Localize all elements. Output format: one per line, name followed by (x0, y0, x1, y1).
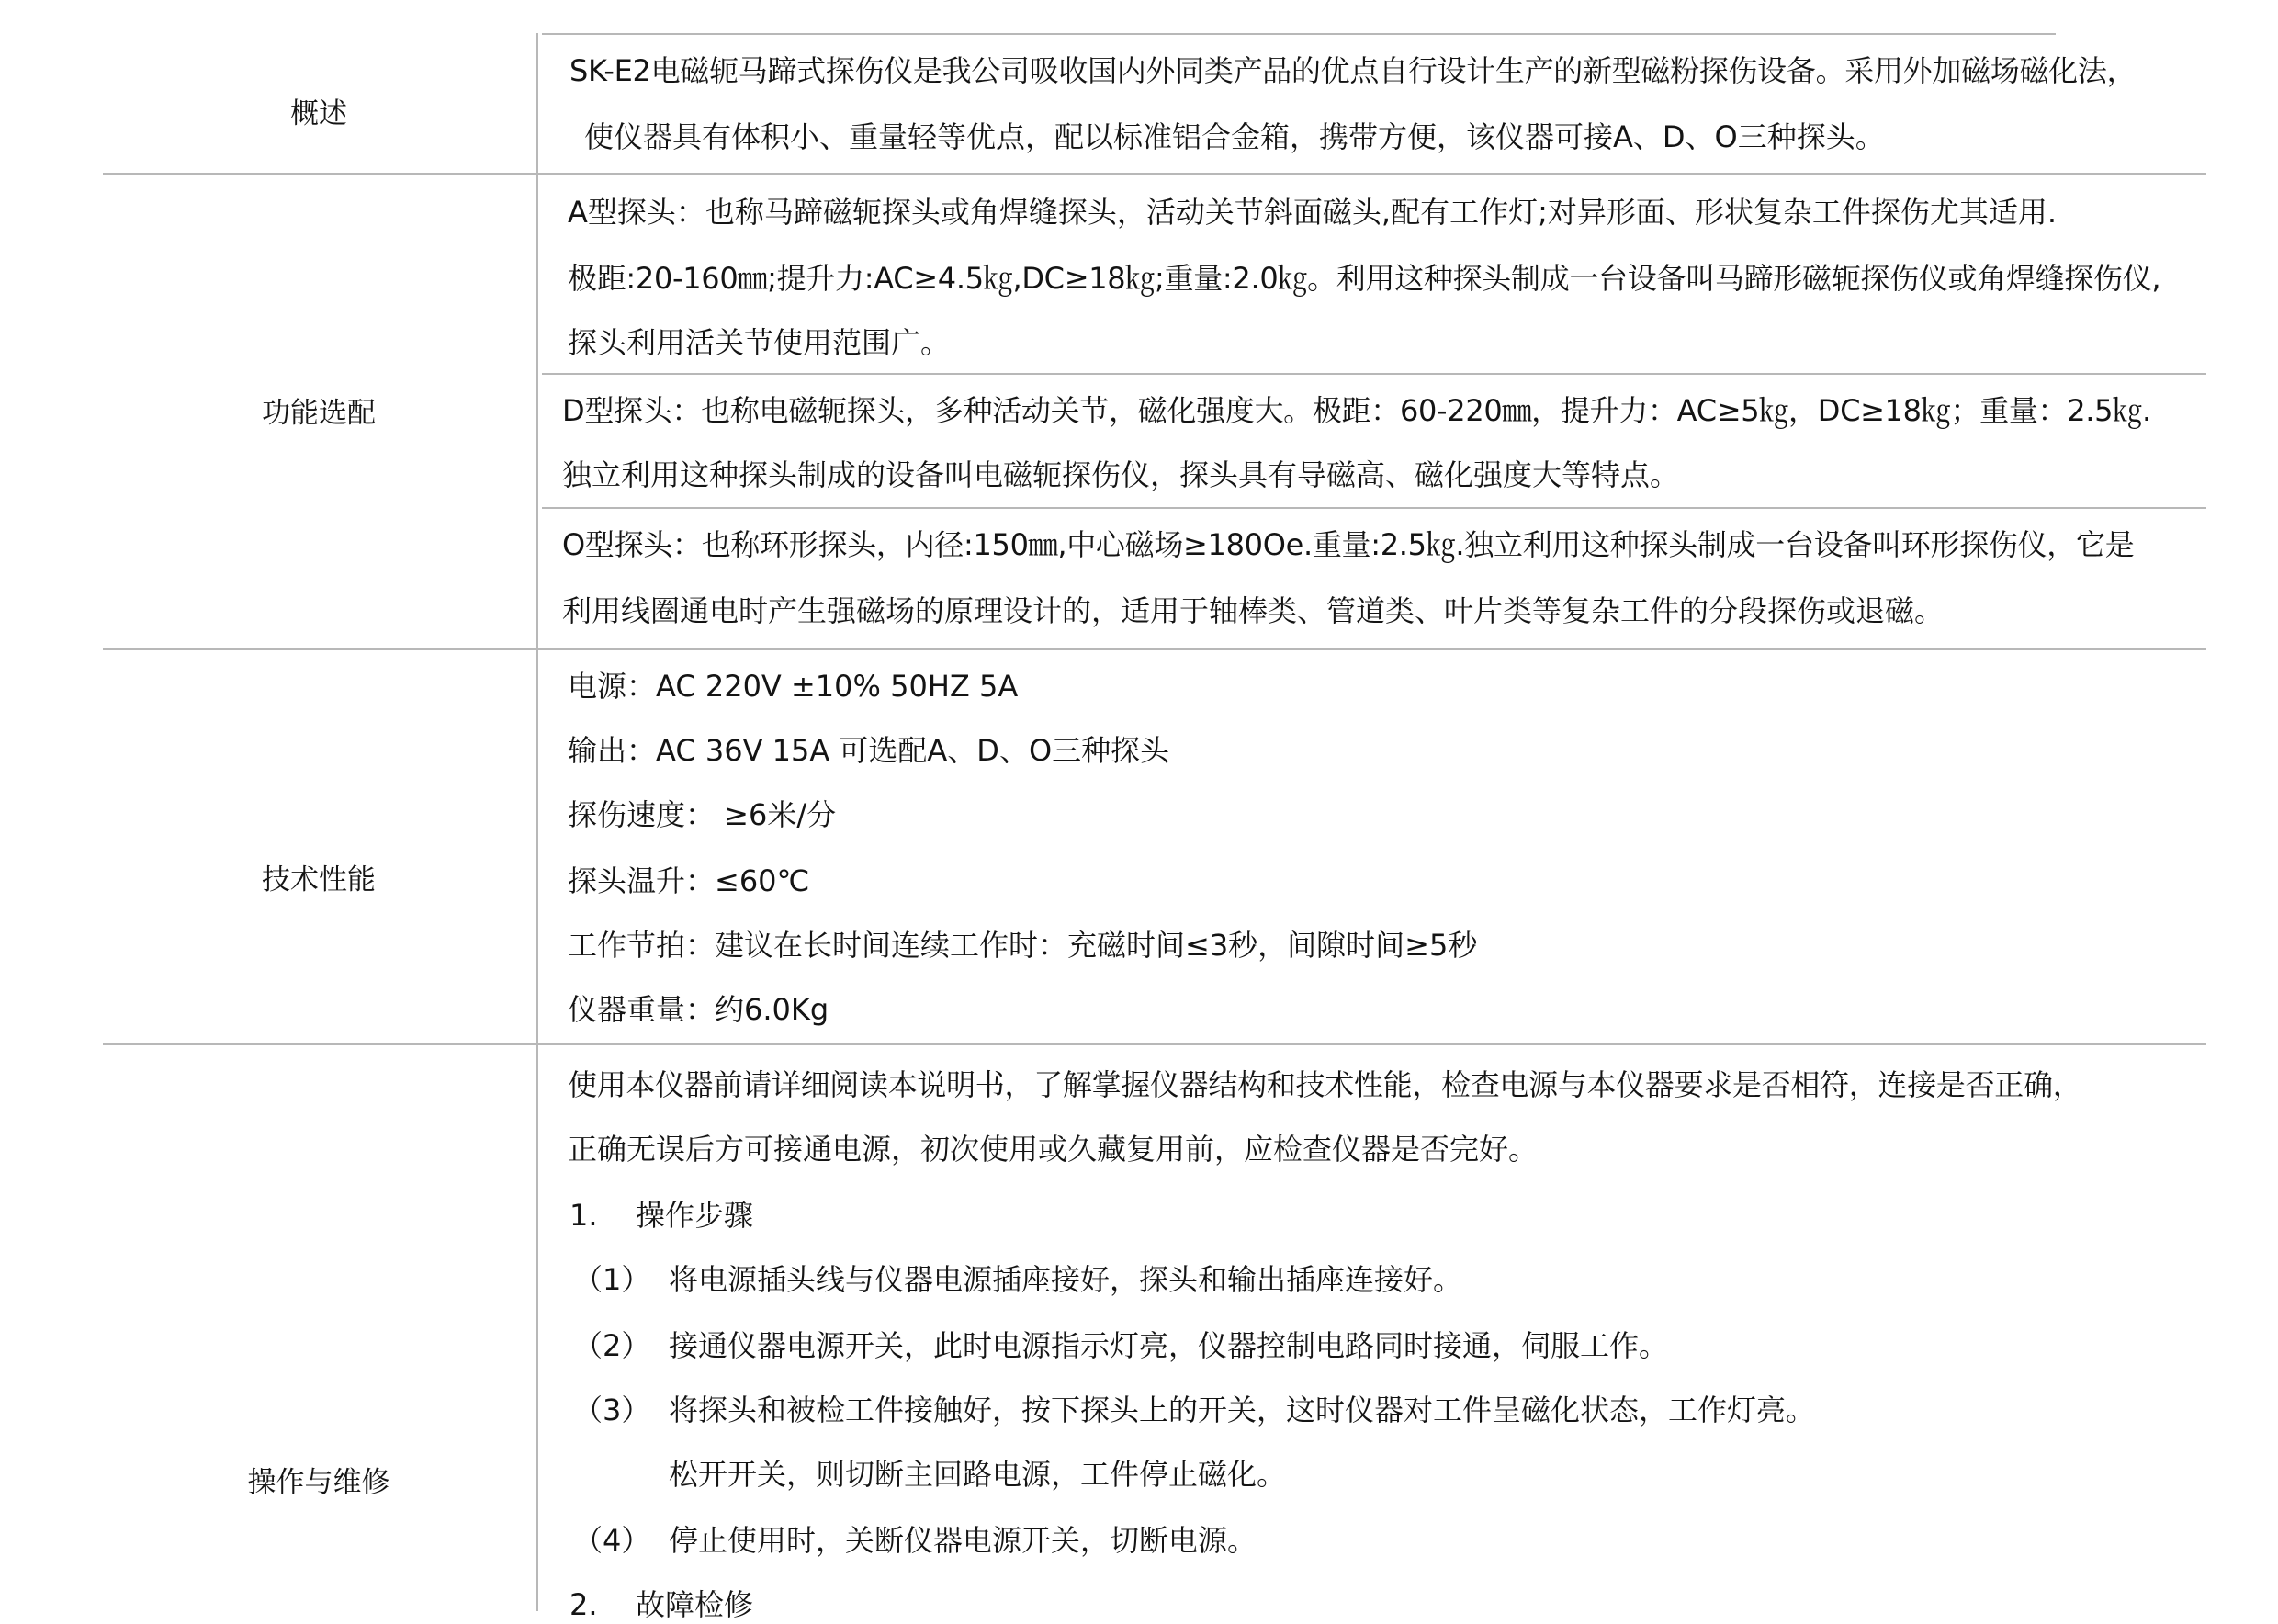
ops-intro-line-1: 使用本仪器前请详细阅读本说明书，了解掌握仪器结构和技术性能，检查电源与本仪器要求是否相符，连接是否正确， (568, 1067, 2082, 1102)
row-divider-tech (103, 1043, 2206, 1045)
tech-power: 电源：AC 220V ±10% 50HZ 5A (568, 669, 1019, 704)
step-2-text: 接通仪器电源开关，此时电源指示灯亮，仪器控制电路同时接通，伺服工作。 (669, 1328, 1669, 1363)
tech-duty-cycle: 工作节拍：建议在长时间连续工作时：充磁时间≤3秒，间隙时间≥5秒 (568, 928, 1478, 963)
table-top-border (542, 33, 2056, 35)
section-1-number: 1. (570, 1198, 598, 1233)
probe-a-line-3: 探头利用活关节使用范围广。 (568, 325, 951, 360)
step-1-number: （1） (573, 1262, 651, 1297)
ops-intro-line-2: 正确无误后方可接通电源，初次使用或久藏复用前，应检查仪器是否完好。 (568, 1132, 1539, 1167)
step-3-continuation: 松开开关，则切断主回路电源，工件停止磁化。 (669, 1457, 1287, 1492)
section-2-title: 故障检修 (636, 1587, 754, 1622)
tech-weight: 仪器重量：约6.0Kg (568, 992, 829, 1027)
step-4-text: 停止使用时，关断仪器电源开关，切断电源。 (669, 1523, 1257, 1558)
probe-d-line-1: D型探头：也称电磁轭探头，多种活动关节，磁化强度大。极距：60-220㎜，提升力：AC≥5㎏，DC≥18㎏；重量：2.5㎏. (562, 393, 2151, 428)
overview-line-2: 使仪器具有体积小、重量轻等优点，配以标准铝合金箱，携带方便，该仪器可接A、D、O三种探头。 (584, 119, 1885, 154)
overview-line-1: SK-E2电磁轭马蹄式探伤仪是我公司吸收国内外同类产品的优点自行设计生产的新型磁粉探伤设备。采用外加磁场磁化法， (570, 53, 2137, 88)
row-label-tech: 技术性能 (262, 863, 376, 897)
step-3-text: 将探头和被检工件接触好，按下探头上的开关，这时仪器对工件呈磁化状态，工作灯亮。 (669, 1393, 1816, 1427)
step-2-number: （2） (573, 1328, 651, 1363)
tech-temperature: 探头温升：≤60℃ (568, 863, 810, 898)
column-divider (536, 33, 538, 1611)
tech-output: 输出：AC 36V 15A 可选配A、D、O三种探头 (568, 733, 1170, 768)
subrow-divider-probe-a (542, 373, 2206, 375)
subrow-divider-probe-d (542, 507, 2206, 509)
row-label-functions: 功能选配 (262, 397, 376, 430)
probe-d-line-2: 独立利用这种探头制成的设备叫电磁轭探伤仪，探头具有导磁高、磁化强度大等特点。 (562, 457, 1680, 492)
step-3-number: （3） (573, 1393, 651, 1427)
tech-speed: 探伤速度： ≥6米/分 (568, 797, 837, 832)
row-divider-functions (103, 648, 2206, 650)
probe-o-line-1: O型探头：也称环形探头，内径:150㎜,中心磁场≥180Oe.重量:2.5㎏.独立利用这种探头制成一台设备叫环形探伤仪，它是 (562, 527, 2135, 562)
section-2-number: 2. (570, 1587, 598, 1622)
row-label-ops: 操作与维修 (247, 1466, 390, 1499)
row-label-overview: 概述 (290, 97, 347, 130)
step-4-number: （4） (573, 1523, 651, 1558)
probe-o-line-2: 利用线圈通电时产生强磁场的原理设计的，适用于轴棒类、管道类、叶片类等复杂工件的分段探伤或退磁。 (562, 593, 1945, 628)
section-1-title: 操作步骤 (636, 1198, 754, 1233)
probe-a-line-1: A型探头：也称马蹄磁轭探头或角焊缝探头，活动关节斜面磁头,配有工作灯;对异形面、形状复杂工件探伤尤其适用. (568, 195, 2058, 230)
step-1-text: 将电源插头线与仪器电源插座接好，探头和输出插座连接好。 (669, 1262, 1463, 1297)
row-divider-overview (103, 173, 2206, 175)
probe-a-line-2: 极距:20-160㎜;提升力:AC≥4.5㎏,DC≥18㎏;重量:2.0㎏。利用这种探头制成一台设备叫马蹄形磁轭探伤仪或角焊缝探伤仪, (568, 261, 2161, 296)
